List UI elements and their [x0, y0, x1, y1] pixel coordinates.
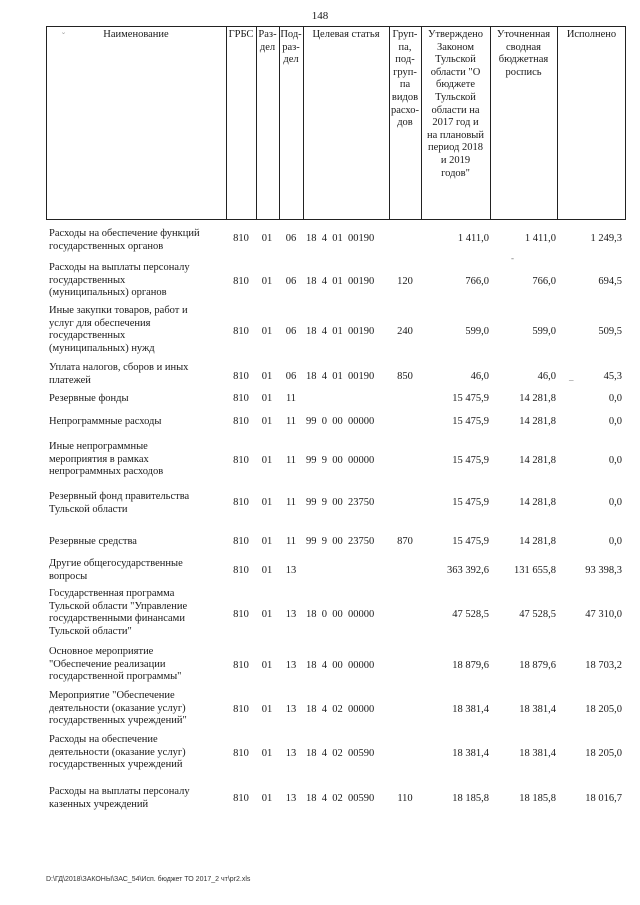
row-grbs: 810: [233, 536, 249, 547]
header-celevaya-statya: Целевая статья: [312, 29, 380, 40]
row-executed: 509,5: [598, 326, 622, 337]
row-executed: 45,3: [603, 371, 622, 382]
row-gruppa: 110: [397, 793, 413, 804]
row-podrazdel: 13: [285, 609, 297, 620]
row-name: Уплата налогов, сборов и иных платежей: [49, 362, 189, 386]
row-razdel: 01: [261, 704, 273, 715]
row-celevaya-statya: 18 4 02 00590: [306, 793, 375, 804]
row-razdel: 01: [261, 793, 273, 804]
column-divider: [256, 26, 257, 220]
header-executed: Исполнено: [566, 29, 617, 40]
row-executed: 18 016,7: [585, 793, 622, 804]
row-name: Непрограммные расходы: [49, 416, 162, 427]
row-razdel: 01: [261, 393, 273, 404]
scan-mark: -: [511, 253, 514, 263]
row-refined: 14 281,8: [519, 416, 556, 427]
header-name: Наименование: [103, 29, 169, 40]
row-name: Расходы на обеспечение функций государственных органов: [49, 228, 200, 252]
row-approved: 1 411,0: [457, 233, 489, 244]
row-razdel: 01: [261, 233, 273, 244]
row-executed: 47 310,0: [585, 609, 622, 620]
row-refined: 14 281,8: [519, 455, 556, 466]
column-divider: [303, 26, 304, 220]
row-refined: 46,0: [537, 371, 556, 382]
row-executed: 18 703,2: [585, 660, 622, 671]
row-name: Мероприятие "Обеспечение деятельности (оказание услуг) государственных учреждений": [49, 690, 187, 727]
row-razdel: 01: [261, 371, 273, 382]
page-number: 148: [311, 10, 329, 22]
row-name: Расходы на выплаты персоналу казенных учреждений: [49, 786, 190, 810]
row-approved: 15 475,9: [452, 497, 489, 508]
row-celevaya-statya: 18 4 00 00000: [306, 660, 375, 671]
row-name: Расходы на выплаты персоналу государственных (муниципальных) органов: [49, 262, 190, 299]
row-grbs: 810: [233, 393, 249, 404]
row-razdel: 01: [261, 497, 273, 508]
row-grbs: 810: [233, 455, 249, 466]
row-razdel: 01: [261, 660, 273, 671]
row-executed: 694,5: [598, 276, 622, 287]
row-refined: 766,0: [532, 276, 556, 287]
row-grbs: 810: [233, 793, 249, 804]
row-razdel: 01: [261, 276, 273, 287]
header-approved-by-law: Утверждено Законом Тульской области "О бюджете Тульской области на 2017 год и на плановый период 2018 и 2019 годов": [427, 29, 484, 179]
row-podrazdel: 06: [285, 326, 297, 337]
row-grbs: 810: [233, 609, 249, 620]
row-refined: 18 879,6: [519, 660, 556, 671]
row-celevaya-statya: 99 9 00 23750: [306, 497, 375, 508]
row-name: Другие общегосударственные вопросы: [49, 558, 183, 582]
row-approved: 599,0: [465, 326, 489, 337]
row-celevaya-statya: 18 4 02 00000: [306, 704, 375, 715]
row-celevaya-statya: 99 0 00 00000: [306, 416, 375, 427]
row-razdel: 01: [261, 565, 273, 576]
row-grbs: 810: [233, 704, 249, 715]
row-executed: 1 249,3: [590, 233, 622, 244]
row-grbs: 810: [233, 497, 249, 508]
row-podrazdel: 11: [285, 393, 297, 404]
row-executed: 0,0: [608, 536, 622, 547]
row-celevaya-statya: 18 4 01 00190: [306, 326, 375, 337]
row-name: Государственная программа Тульской области "Управление государственными финансами Тульской области": [49, 588, 188, 637]
row-grbs: 810: [233, 416, 249, 427]
row-celevaya-statya: 99 9 00 00000: [306, 455, 375, 466]
row-celevaya-statya: 18 4 01 00190: [306, 233, 375, 244]
row-celevaya-statya: 18 4 01 00190: [306, 371, 375, 382]
row-razdel: 01: [261, 326, 273, 337]
row-podrazdel: 13: [285, 748, 297, 759]
row-podrazdel: 13: [285, 704, 297, 715]
row-razdel: 01: [261, 536, 273, 547]
row-executed: 0,0: [608, 455, 622, 466]
row-podrazdel: 11: [285, 455, 297, 466]
row-name: Резервный фонд правительства Тульской области: [49, 491, 190, 515]
row-podrazdel: 13: [285, 565, 297, 576]
row-approved: 18 185,8: [452, 793, 489, 804]
scan-mark: _: [569, 372, 574, 382]
row-executed: 0,0: [608, 497, 622, 508]
row-gruppa: 850: [397, 371, 413, 382]
row-name: Основное мероприятие "Обеспечение реализации государственной программы": [49, 646, 182, 683]
scan-mark: ˘: [62, 31, 65, 41]
row-name: Расходы на обеспечение деятельности (оказание услуг) государственных учреждений: [49, 734, 186, 771]
row-approved: 363 392,6: [447, 565, 489, 576]
row-approved: 18 381,4: [452, 748, 489, 759]
row-razdel: 01: [261, 416, 273, 427]
header-podrazdel: Под- раз- дел: [280, 29, 302, 66]
row-name: Резервные средства: [49, 536, 137, 547]
row-approved: 15 475,9: [452, 393, 489, 404]
row-celevaya-statya: 99 9 00 23750: [306, 536, 375, 547]
row-name: Иные закупки товаров, работ и услуг для обеспечения государственных (муниципальных) нужд: [49, 305, 188, 354]
row-executed: 18 205,0: [585, 748, 622, 759]
row-approved: 15 475,9: [452, 455, 489, 466]
row-podrazdel: 11: [285, 497, 297, 508]
row-razdel: 01: [261, 748, 273, 759]
row-approved: 766,0: [465, 276, 489, 287]
row-celevaya-statya: 18 4 02 00590: [306, 748, 375, 759]
row-razdel: 01: [261, 455, 273, 466]
row-executed: 18 205,0: [585, 704, 622, 715]
row-refined: 18 381,4: [519, 704, 556, 715]
row-refined: 1 411,0: [524, 233, 556, 244]
row-refined: 599,0: [532, 326, 556, 337]
row-celevaya-statya: 18 0 00 00000: [306, 609, 375, 620]
row-podrazdel: 11: [285, 416, 297, 427]
row-grbs: 810: [233, 748, 249, 759]
row-grbs: 810: [233, 233, 249, 244]
row-executed: 0,0: [608, 393, 622, 404]
row-podrazdel: 06: [285, 276, 297, 287]
header-refined-budget-schedule: Уточненная сводная бюджетная роспись: [496, 29, 551, 78]
row-podrazdel: 13: [285, 793, 297, 804]
row-podrazdel: 06: [285, 233, 297, 244]
row-executed: 0,0: [608, 416, 622, 427]
row-podrazdel: 06: [285, 371, 297, 382]
row-podrazdel: 13: [285, 660, 297, 671]
row-refined: 47 528,5: [519, 609, 556, 620]
row-refined: 18 381,4: [519, 748, 556, 759]
column-divider: [226, 26, 227, 220]
header-grbs: ГРБС: [228, 29, 254, 40]
file-path-footer: D:\ГД\2018\ЗАКОНЫ\ЗАС_54\Исп. бюджет ТО 2017_2 чт\pr2.xls: [46, 876, 251, 883]
row-approved: 47 528,5: [452, 609, 489, 620]
row-grbs: 810: [233, 660, 249, 671]
row-approved: 15 475,9: [452, 416, 489, 427]
row-podrazdel: 11: [285, 536, 297, 547]
row-celevaya-statya: 18 4 01 00190: [306, 276, 375, 287]
row-grbs: 810: [233, 276, 249, 287]
row-executed: 93 398,3: [585, 565, 622, 576]
row-gruppa: 870: [397, 536, 413, 547]
header-razdel: Раз- дел: [258, 29, 277, 53]
row-gruppa: 240: [397, 326, 413, 337]
row-approved: 18 879,6: [452, 660, 489, 671]
row-grbs: 810: [233, 371, 249, 382]
row-grbs: 810: [233, 565, 249, 576]
row-name: Резервные фонды: [49, 393, 129, 404]
row-refined: 14 281,8: [519, 536, 556, 547]
row-grbs: 810: [233, 326, 249, 337]
row-name: Иные непрограммные мероприятия в рамках непрограммных расходов: [49, 441, 164, 478]
row-approved: 46,0: [470, 371, 489, 382]
header-gruppa-vidov-rashodov: Груп- па, под- груп- па видов расхо- дов: [390, 29, 420, 129]
row-refined: 131 655,8: [514, 565, 556, 576]
row-refined: 14 281,8: [519, 393, 556, 404]
row-gruppa: 120: [397, 276, 413, 287]
row-razdel: 01: [261, 609, 273, 620]
column-divider: [557, 26, 558, 220]
row-approved: 18 381,4: [452, 704, 489, 715]
row-refined: 14 281,8: [519, 497, 556, 508]
row-refined: 18 185,8: [519, 793, 556, 804]
row-approved: 15 475,9: [452, 536, 489, 547]
